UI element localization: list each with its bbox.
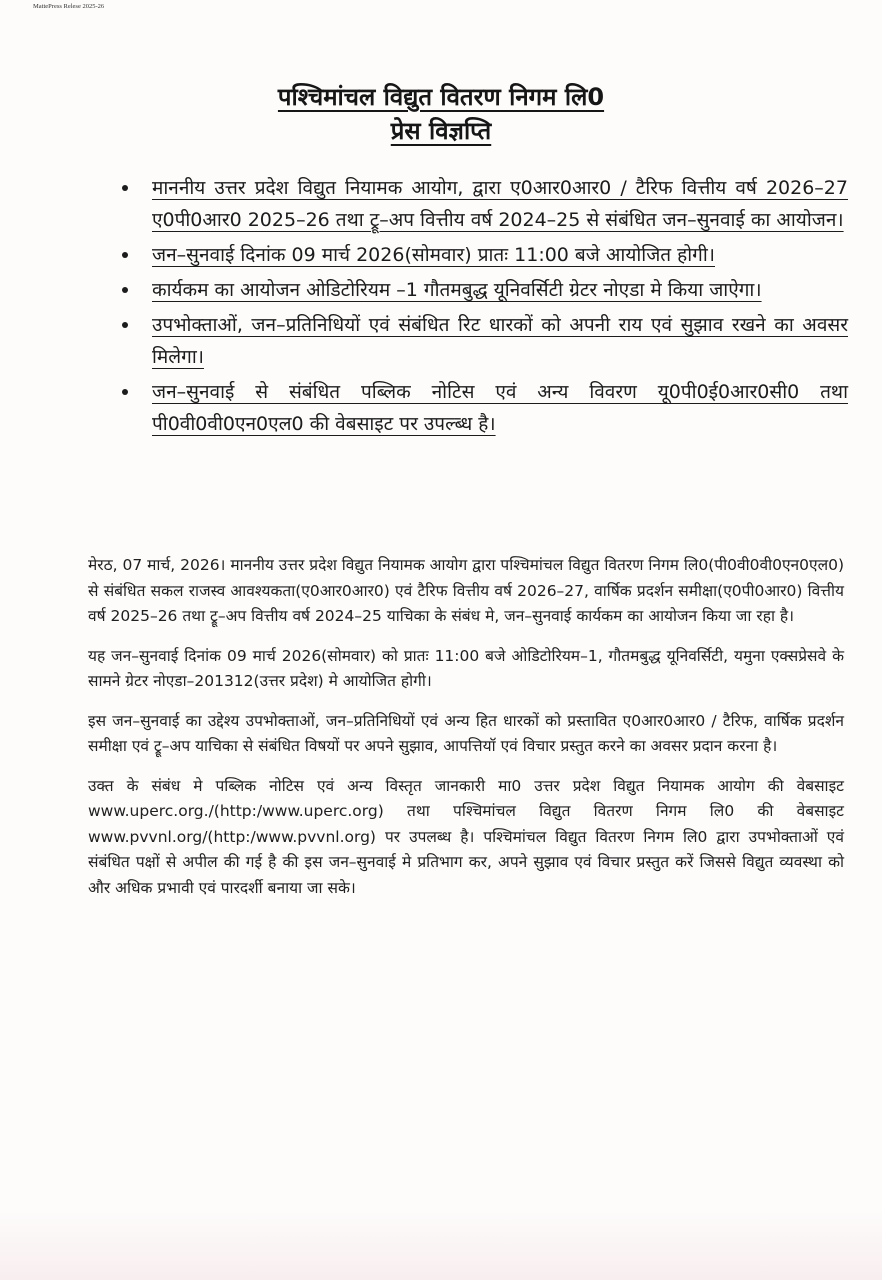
title-block — [0, 80, 882, 148]
list-item — [118, 274, 848, 306]
body-text — [88, 553, 844, 915]
list-item — [118, 376, 848, 440]
bullet-icon — [122, 322, 128, 328]
bullet-icon — [122, 252, 128, 258]
list-item — [118, 309, 848, 373]
paragraph: यह जन–सुनवाई दिनांक 09 मार्च 2026(सोमवार) को प्रातः 11:00 बजे ओडिटोरियम–1, गौतमबुद्ध यूनिवर्सिटी, यमुना एक्सप्रेसवे के सामने ग्रेटर नोएडा–201312(उत्तर प्रदेश) मे आयोजित होगी। — [88, 646, 844, 690]
bullet-text: कार्यकम का आयोजन ओडिटोरियम –1 गौतमबुद्ध यूनिवर्सिटी ग्रेटर नोएडा मे किया जाऐगा। — [152, 279, 762, 301]
paragraph: उक्त के संबंध मे पब्लिक नोटिस एवं अन्य विस्तृत जानकारी मा0 उत्तर प्रदेश विद्युत नियामक आयोग की वेबसाइट www.uperc.org./(http:/www.uperc.org) तथा पश्चिमांचल विद्युत वितरण निगम लि0 की वेबसाइट www.pvvnl.org/(http:/www.pvvnl.org) पर उपलब्ध है। पश्चिमांचल विद्युत वितरण निगम लि0 द्वारा उपभोक्ताओं एवं संबंधित पक्षों से अपील की गई है की इस जन–सुनवाई मे प्रतिभाग कर, अपने सुझाव एवं विचार प्रस्तुत करें जिससे विद्युत व्यवस्था को और अधिक प्रभावी एवं पारदर्शी बनाया जा सके। — [88, 776, 844, 897]
bullet-icon — [122, 185, 128, 191]
bullet-text: उपभोक्ताओं, जन–प्रतिनिधियों एवं संबंधित रिट धारकों को अपनी राय एवं सुझाव रखने का अवसर मिलेगा। — [152, 314, 848, 368]
paragraph: इस जन–सुनवाई का उद्देश्य उपभोक्ताओं, जन–प्रतिनिधियों एवं अन्य हित धारकों को प्रस्तावित ए0आर0आर0 / टैरिफ, वार्षिक प्रदर्शन समीक्षा एवं ट्रू–अप याचिका से संबंधित विषयों पर अपने सुझाव, आपत्तियॉ एवं विचार प्रस्तुत करने का अवसर प्रदान करना है। — [88, 711, 844, 755]
paper-tint — [0, 1210, 882, 1280]
press-release-title: प्रेस विज्ञप्ति — [390, 117, 492, 145]
bullet-icon — [122, 287, 128, 293]
list-item — [118, 172, 848, 236]
list-item — [118, 239, 848, 271]
header-label: MattePress Relese 2025-26 — [33, 3, 105, 10]
bullet-text: जन–सुनवाई से संबंधित पब्लिक नोटिस एवं अन्य विवरण यू0पी0ई0आर0सी0 तथा पी0वी0वी0एन0एल0 की वेबसाइट पर उपल्ब्ध है। — [152, 381, 848, 435]
bullet-text: जन–सुनवाई दिनांक 09 मार्च 2026(सोमवार) प्रातः 11:00 बजे आयोजित होगी। — [152, 244, 715, 266]
bullet-icon — [122, 389, 128, 395]
organization-title: पश्चिमांचल विद्युत वितरण निगम लि0 — [277, 83, 605, 111]
bullet-text: माननीय उत्तर प्रदेश विद्युत नियामक आयोग, द्वारा ए0आर0आर0 / टैरिफ वित्तीय वर्ष 2026–27 ए0पी0आर0 2025–26 तथा ट्रू–अप वित्तीय वर्ष 2024–25 से संबंधित जन–सुनवाई का आयोजन। — [152, 177, 848, 231]
paragraph: मेरठ, 07 मार्च, 2026। माननीय उत्तर प्रदेश विद्युत नियामक आयोग द्वारा पश्चिमांचल विद्युत वितरण निगम लि0(पी0वी0वी0एन0एल0) से संबंधित सकल राजस्व आवश्यकता(ए0आर0आर0) एवं टैरिफ वित्तीय वर्ष 2026–27, वार्षिक प्रदर्शन समीक्षा(ए0पी0आर0) वित्तीय वर्ष 2025–26 तथा ट्रू–अप वित्तीय वर्ष 2024–25 याचिका के संबंध मे, जन–सुनवाई कार्यकम का आयोजन किया जा रहा है। — [88, 556, 844, 625]
highlights-list — [118, 172, 848, 443]
